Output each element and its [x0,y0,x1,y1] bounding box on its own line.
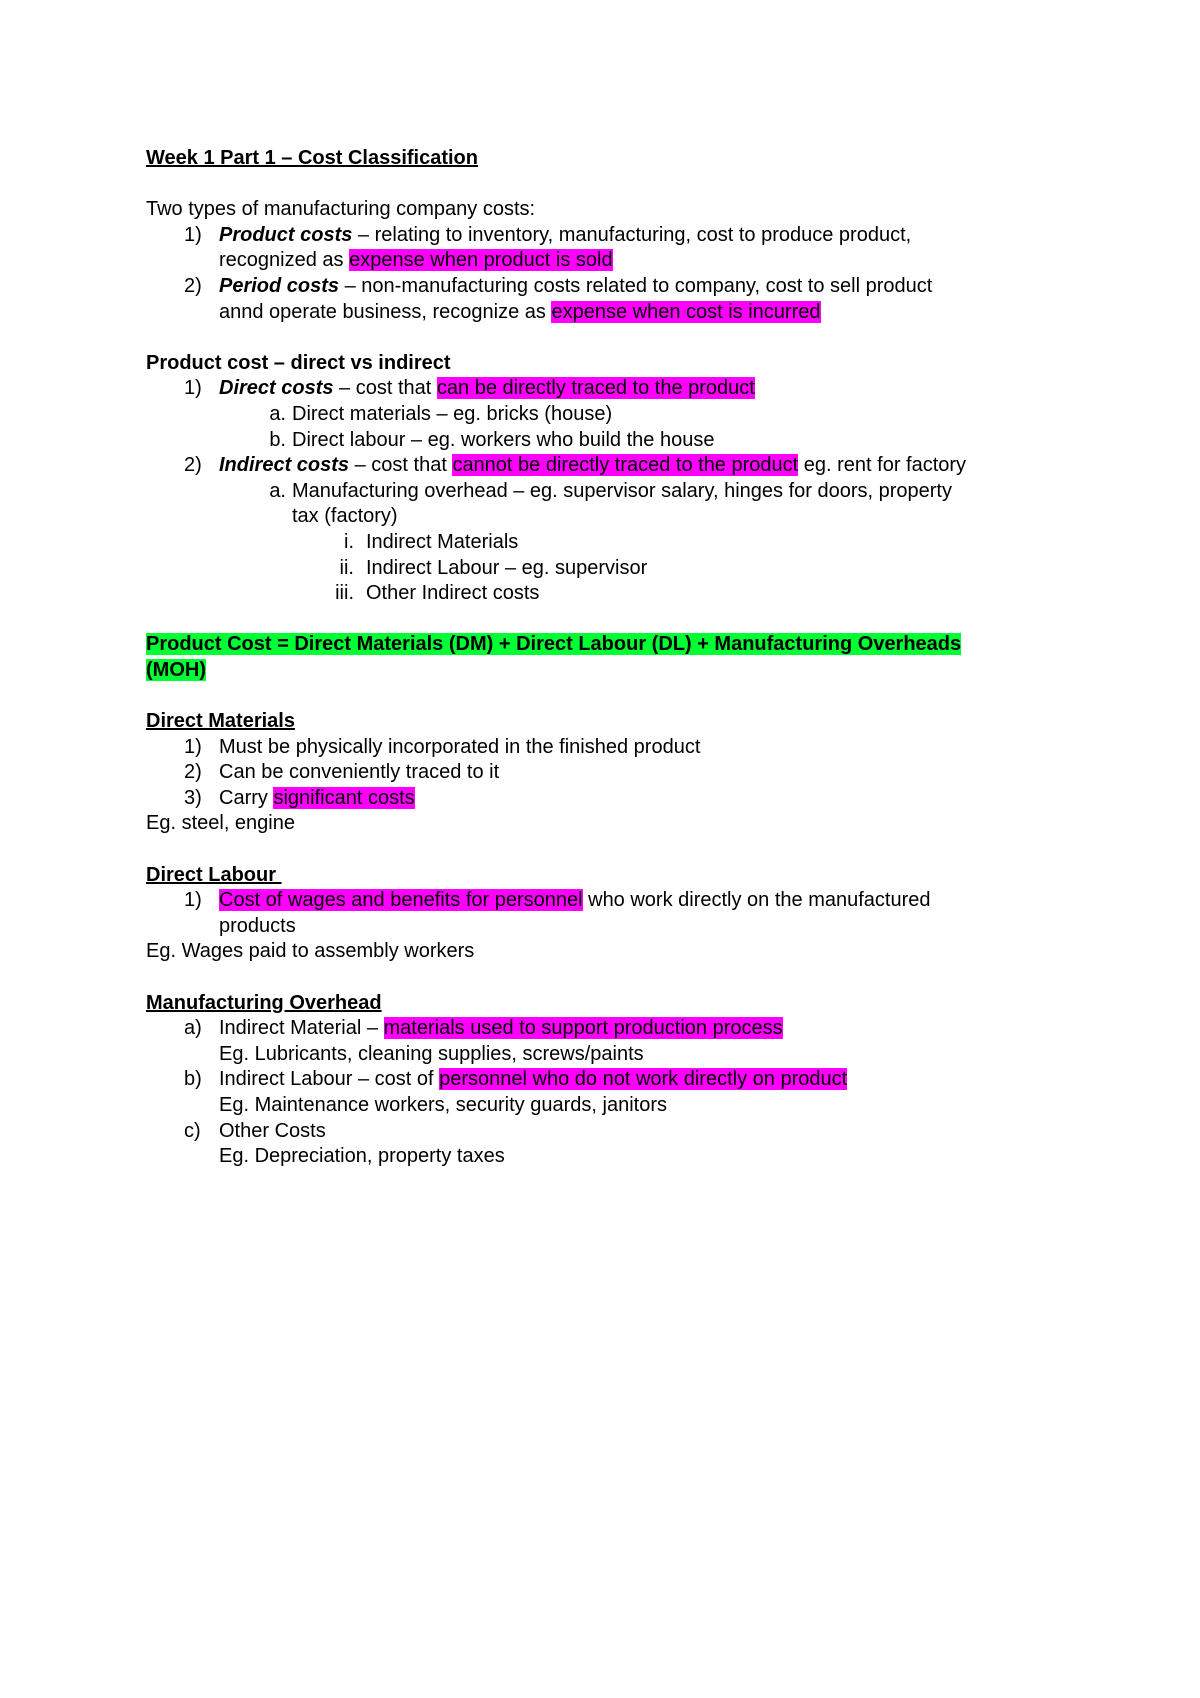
list-subitem: a. Direct materials – eg. bricks (house) [269,402,613,425]
highlight: materials used to support production process [383,1017,783,1040]
list-item-period-costs-cont: annd operate business, recognize as expense when cost is incurred [219,300,821,323]
list-item-product-costs-cont: recognized as expense when product is sold [219,249,613,272]
example-text: Eg. steel, engine [146,812,295,835]
list-subitem: a. Manufacturing overhead – eg. supervisor salary, hinges for doors, property [269,479,952,502]
document-page [146,146,1076,1170]
formula-highlight: Product Cost = Direct Materials (DM) + Direct Labour (DL) + Manufacturing Overheads [146,633,962,656]
highlight: cannot be directly traced to the product [452,454,799,477]
term-period-costs: Period costs [219,274,340,297]
intro-text: Two types of manufacturing company costs: [146,198,536,221]
highlight: expense when cost is incurred [551,300,821,323]
formula-line-1 [146,632,1076,658]
list-item-product-costs: 1) Product costs – relating to inventory, manufacturing, cost to produce product, [184,223,912,246]
list-item-period-costs: 2) Period costs – non-manufacturing costs related to company, cost to sell product [184,274,933,297]
term-indirect-costs: Indirect costs [219,454,350,477]
list-item: 1) Must be physically incorporated in the finished product [184,735,701,758]
highlight: personnel who do not work directly on product [439,1068,848,1091]
highlight: expense when product is sold [349,249,613,272]
highlight: significant costs [273,786,415,809]
term-product-costs: Product costs [219,223,353,246]
list-item-direct-costs: 1) Direct costs – cost that can be directly traced to the product [184,377,755,400]
list-subitem-cont: tax (factory) [292,505,398,528]
list-item-cont: products [219,914,296,937]
list-item: 3) Carry significant costs [184,786,415,809]
formula-highlight: (MOH) [146,658,206,681]
section-heading-manufacturing-overhead: Manufacturing Overhead [146,991,382,1014]
formula-line-2 [146,658,1076,684]
list-item: 2) Can be conveniently traced to it [184,761,500,784]
page-title: Week 1 Part 1 – Cost Classification [146,147,478,169]
highlight: Cost of wages and benefits for personnel [219,889,583,912]
list-item: a) Indirect Material – materials used to support production process [184,1017,783,1040]
section-heading-direct-labour: Direct Labour [146,863,282,886]
list-item: b) Indirect Labour – cost of personnel who do not work directly on product [184,1068,848,1091]
section-heading-product-cost: Product cost – direct vs indirect [146,351,451,374]
list-item: c) Other Costs [184,1119,326,1142]
list-roman-item: i. Indirect Materials [344,530,519,553]
list-subitem: b. Direct labour – eg. workers who build the house [269,428,715,451]
highlight: can be directly traced to the product [436,377,755,400]
list-item: 1) Cost of wages and benefits for personnel who work directly on the manufactured [184,889,931,912]
example-text: Eg. Maintenance workers, security guards, janitors [219,1093,667,1116]
list-roman-item: ii. Indirect Labour – eg. supervisor [339,556,648,579]
list-item-indirect-costs: 2) Indirect costs – cost that cannot be directly traced to the product eg. rent for factory [184,454,967,477]
example-text: Eg. Wages paid to assembly workers [146,940,475,963]
term-direct-costs: Direct costs [219,377,334,400]
example-text: Eg. Depreciation, property taxes [219,1145,505,1168]
list-roman-item: iii. Other Indirect costs [335,582,540,605]
example-text: Eg. Lubricants, cleaning supplies, screws/paints [219,1042,644,1065]
section-heading-direct-materials: Direct Materials [146,710,295,733]
